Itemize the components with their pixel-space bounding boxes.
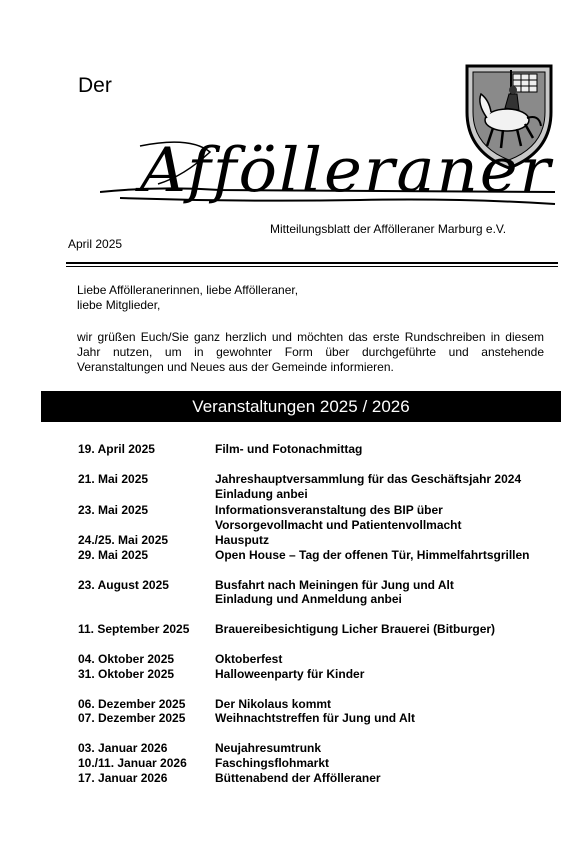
event-row xyxy=(78,667,558,682)
event-row xyxy=(78,472,558,502)
event-row xyxy=(78,548,558,563)
event-date: 29. Mai 2025 xyxy=(78,547,149,562)
header-rule xyxy=(66,262,558,264)
event-date: 10./11. Januar 2026 xyxy=(78,755,187,770)
masthead-logo xyxy=(100,135,560,222)
event-title: Jahreshauptversammlung für das Geschäftsjahr 2024 Einladung anbei xyxy=(215,471,522,501)
event-row xyxy=(78,697,558,712)
event-row xyxy=(78,711,558,726)
event-date: 19. April 2025 xyxy=(78,442,155,456)
greeting-line: Liebe Affölleranerinnen, liebe Affölleraner, xyxy=(77,283,299,297)
event-title: Faschingsflohmarkt xyxy=(215,755,330,770)
event-title: Neujahresumtrunk xyxy=(215,741,322,756)
event-row xyxy=(78,622,558,637)
event-date: 23. August 2025 xyxy=(78,577,169,592)
event-date: 17. Januar 2026 xyxy=(78,770,168,785)
event-title: Hausputz xyxy=(215,532,269,547)
masthead-subtitle: Mitteilungsblatt der Affölleraner Marburg e.V. xyxy=(270,222,507,236)
event-date: 11. September 2025 xyxy=(78,622,190,637)
event-title: Büttenabend der Affölleraner xyxy=(215,770,381,785)
header-rule-thin xyxy=(66,266,558,267)
event-title: Brauereibesichtigung Licher Brauerei (Bitburger) xyxy=(215,622,496,637)
event-date: 06. Dezember 2025 xyxy=(78,696,186,711)
event-title: Halloweenparty für Kinder xyxy=(215,666,365,681)
section-heading: Veranstaltungen 2025 / 2026 xyxy=(41,391,561,422)
event-date: 31. Oktober 2025 xyxy=(78,666,175,681)
event-title: Informationsveranstaltung des BIP über Vorsorgevollmacht und Patientenvollmacht xyxy=(215,503,462,533)
event-row xyxy=(78,503,558,533)
event-date: 21. Mai 2025 xyxy=(78,471,149,486)
event-date: 04. Oktober 2025 xyxy=(78,651,175,666)
event-title: Der Nikolaus kommt xyxy=(215,696,332,711)
masthead-der: Der xyxy=(78,74,112,97)
event-date: 07. Dezember 2025 xyxy=(78,711,186,726)
event-date: 23. Mai 2025 xyxy=(78,503,149,518)
event-title: Oktoberfest xyxy=(215,651,283,666)
issue-date: April 2025 xyxy=(68,237,123,251)
event-row xyxy=(78,442,558,457)
event-date: 24./25. Mai 2025 xyxy=(78,532,169,547)
event-row xyxy=(78,652,558,667)
event-note: Einladung anbei xyxy=(215,486,308,501)
intro-body: wir grüßen Euch/Sie ganz herzlich und möchten das erste Rundschreiben in diesem Jahr nutzen, um in gewohnter Form über durchgeführte und anstehende Veranstaltungen und Neues aus der Gemeinde informieren. xyxy=(77,330,544,374)
event-date: 03. Januar 2026 xyxy=(78,741,168,756)
event-row xyxy=(78,771,558,786)
masthead-title: Affölleraner xyxy=(140,135,553,207)
event-title: Film- und Fotonachmittag xyxy=(215,442,363,456)
intro-section xyxy=(77,283,544,375)
event-title: Busfahrt nach Meiningen für Jung und Alt Einladung und Anmeldung anbei xyxy=(215,577,454,607)
event-row xyxy=(78,533,558,548)
event-row xyxy=(78,756,558,771)
greeting-line: liebe Mitglieder, xyxy=(77,298,161,312)
event-note: Einladung und Anmeldung anbei xyxy=(215,592,402,607)
event-row xyxy=(78,578,558,608)
event-title: Weihnachtstreffen für Jung und Alt xyxy=(215,711,415,726)
event-note: Vorsorgevollmacht und Patientenvollmacht xyxy=(215,518,462,533)
event-title: Open House – Tag der offenen Tür, Himmelfahrtsgrillen xyxy=(215,547,530,562)
event-row xyxy=(78,741,558,756)
event-list xyxy=(78,442,558,786)
